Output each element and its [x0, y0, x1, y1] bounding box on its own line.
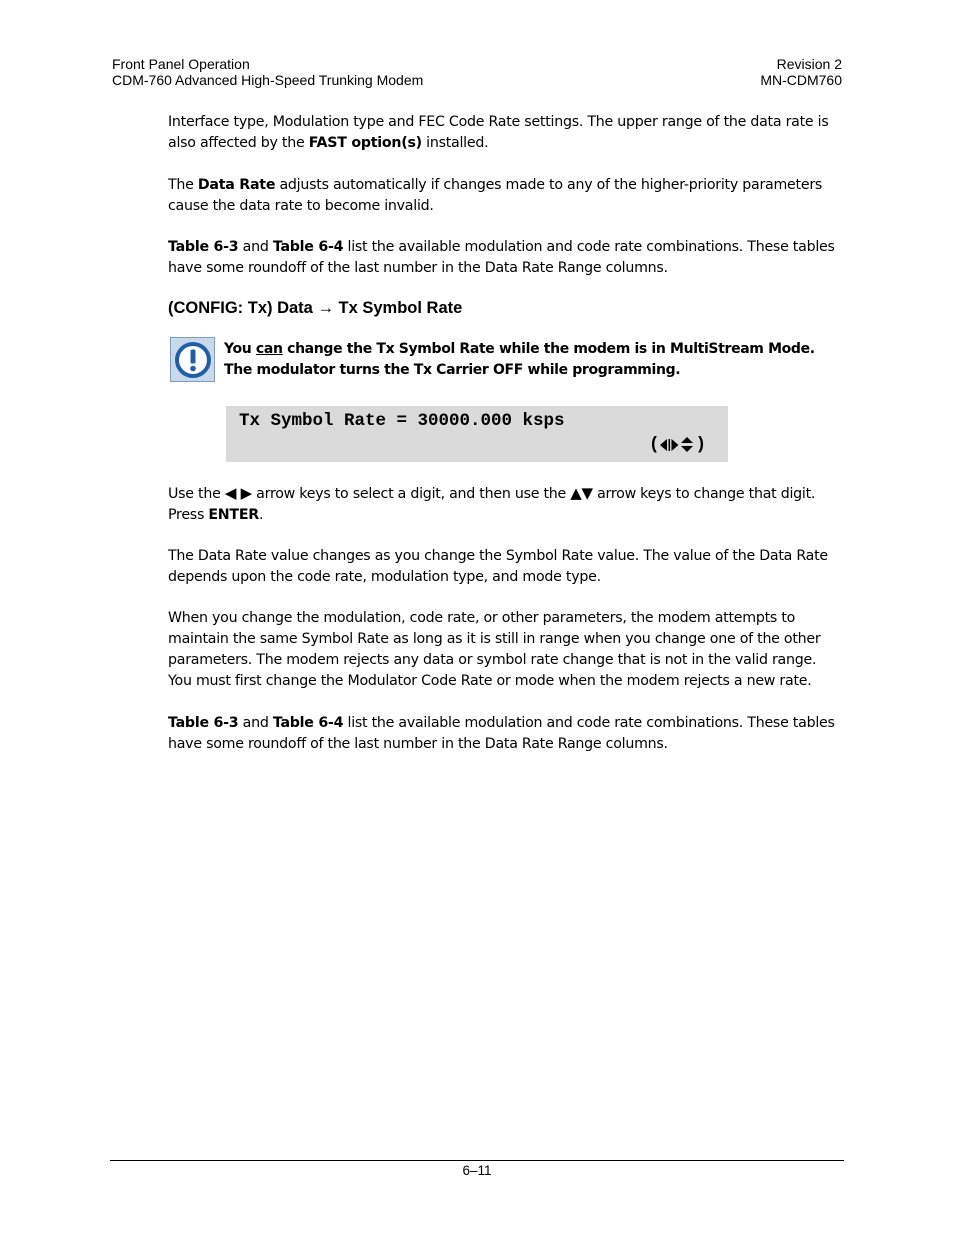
page-header-left [112, 56, 423, 88]
page-header-right [760, 56, 842, 88]
arrow-keys-icon [659, 436, 695, 454]
paragraph-modulation-change: When you change the modulation, code rate, or other parameters, the modem attempts to maintain the same Symbol Rate as long as it is still in range when you change one of the other parameters. The modem rejects any data or symbol rate change that is not in the valid range. You must first change the Modulator Code Rate or mode when the modem rejects a new rate. [168, 610, 821, 689]
header-section-title: Front Panel Operation [112, 56, 250, 72]
header-doc-number: MN-CDM760 [760, 72, 842, 88]
data-rate-term: Data Rate [197, 177, 276, 193]
lcd-line-1: Tx Symbol Rate = 30000.000 ksps [239, 411, 565, 431]
footer-divider [110, 1160, 844, 1161]
paragraph-table-reference: Table 6-3 and Table 6-4 list the available modulation and code rate combinations. These tables have some roundoff of the last number in the Data Rate Range columns. [168, 239, 835, 276]
table-6-3-ref: Table 6-3 [168, 715, 239, 731]
up-down-arrow-icon: ▲▼ [570, 484, 593, 502]
lcd-display [226, 406, 728, 462]
section-heading: (CONFIG: Tx) Data → Tx Symbol Rate [168, 299, 463, 317]
emphasis-can: can [255, 341, 283, 357]
fast-option-term: FAST option(s) [308, 135, 422, 151]
table-6-4-ref: Table 6-4 [272, 715, 344, 731]
table-6-4-ref: Table 6-4 [272, 239, 344, 255]
paragraph-table-reference-2: Table 6-3 and Table 6-4 list the available modulation and code rate combinations. These tables have some roundoff of the last number in the Data Rate Range columns. [168, 715, 835, 752]
left-right-arrow-icon: ◀ ▶ [224, 484, 252, 502]
paragraph-interface-type: Interface type, Modulation type and FEC Code Rate settings. The upper range of the data rate is also affected by the FAST option(s) installed. [168, 114, 829, 151]
table-6-3-ref: Table 6-3 [168, 239, 239, 255]
page-number: 6–11 [462, 1163, 492, 1178]
header-product-name: CDM-760 Advanced High-Speed Trunking Modem [112, 72, 424, 88]
notice-text: You can change the Tx Symbol Rate while the modem is in MultiStream Mode. The modulator turns the Tx Carrier OFF while programming. [224, 341, 815, 378]
paragraph-data-rate-changes: The Data Rate value changes as you change the Symbol Rate value. The value of the Data Rate depends upon the code rate, modulation type, and mode type. [168, 548, 828, 585]
paragraph-data-rate-auto: The Data Rate adjusts automatically if changes made to any of the higher-priority parameters cause the data rate to become invalid. [168, 177, 823, 214]
lcd-line-2: ( ) [648, 435, 706, 455]
exclamation-circle-icon [174, 341, 212, 379]
notice-icon [170, 337, 215, 382]
header-revision: Revision 2 [776, 56, 842, 72]
right-arrow-icon: → [317, 299, 334, 317]
paragraph-arrow-keys: Use the ◀ ▶ arrow keys to select a digit, and then use the ▲▼ arrow keys to change that digit. Press ENTER. [168, 484, 816, 523]
enter-key-term: ENTER [208, 507, 259, 523]
